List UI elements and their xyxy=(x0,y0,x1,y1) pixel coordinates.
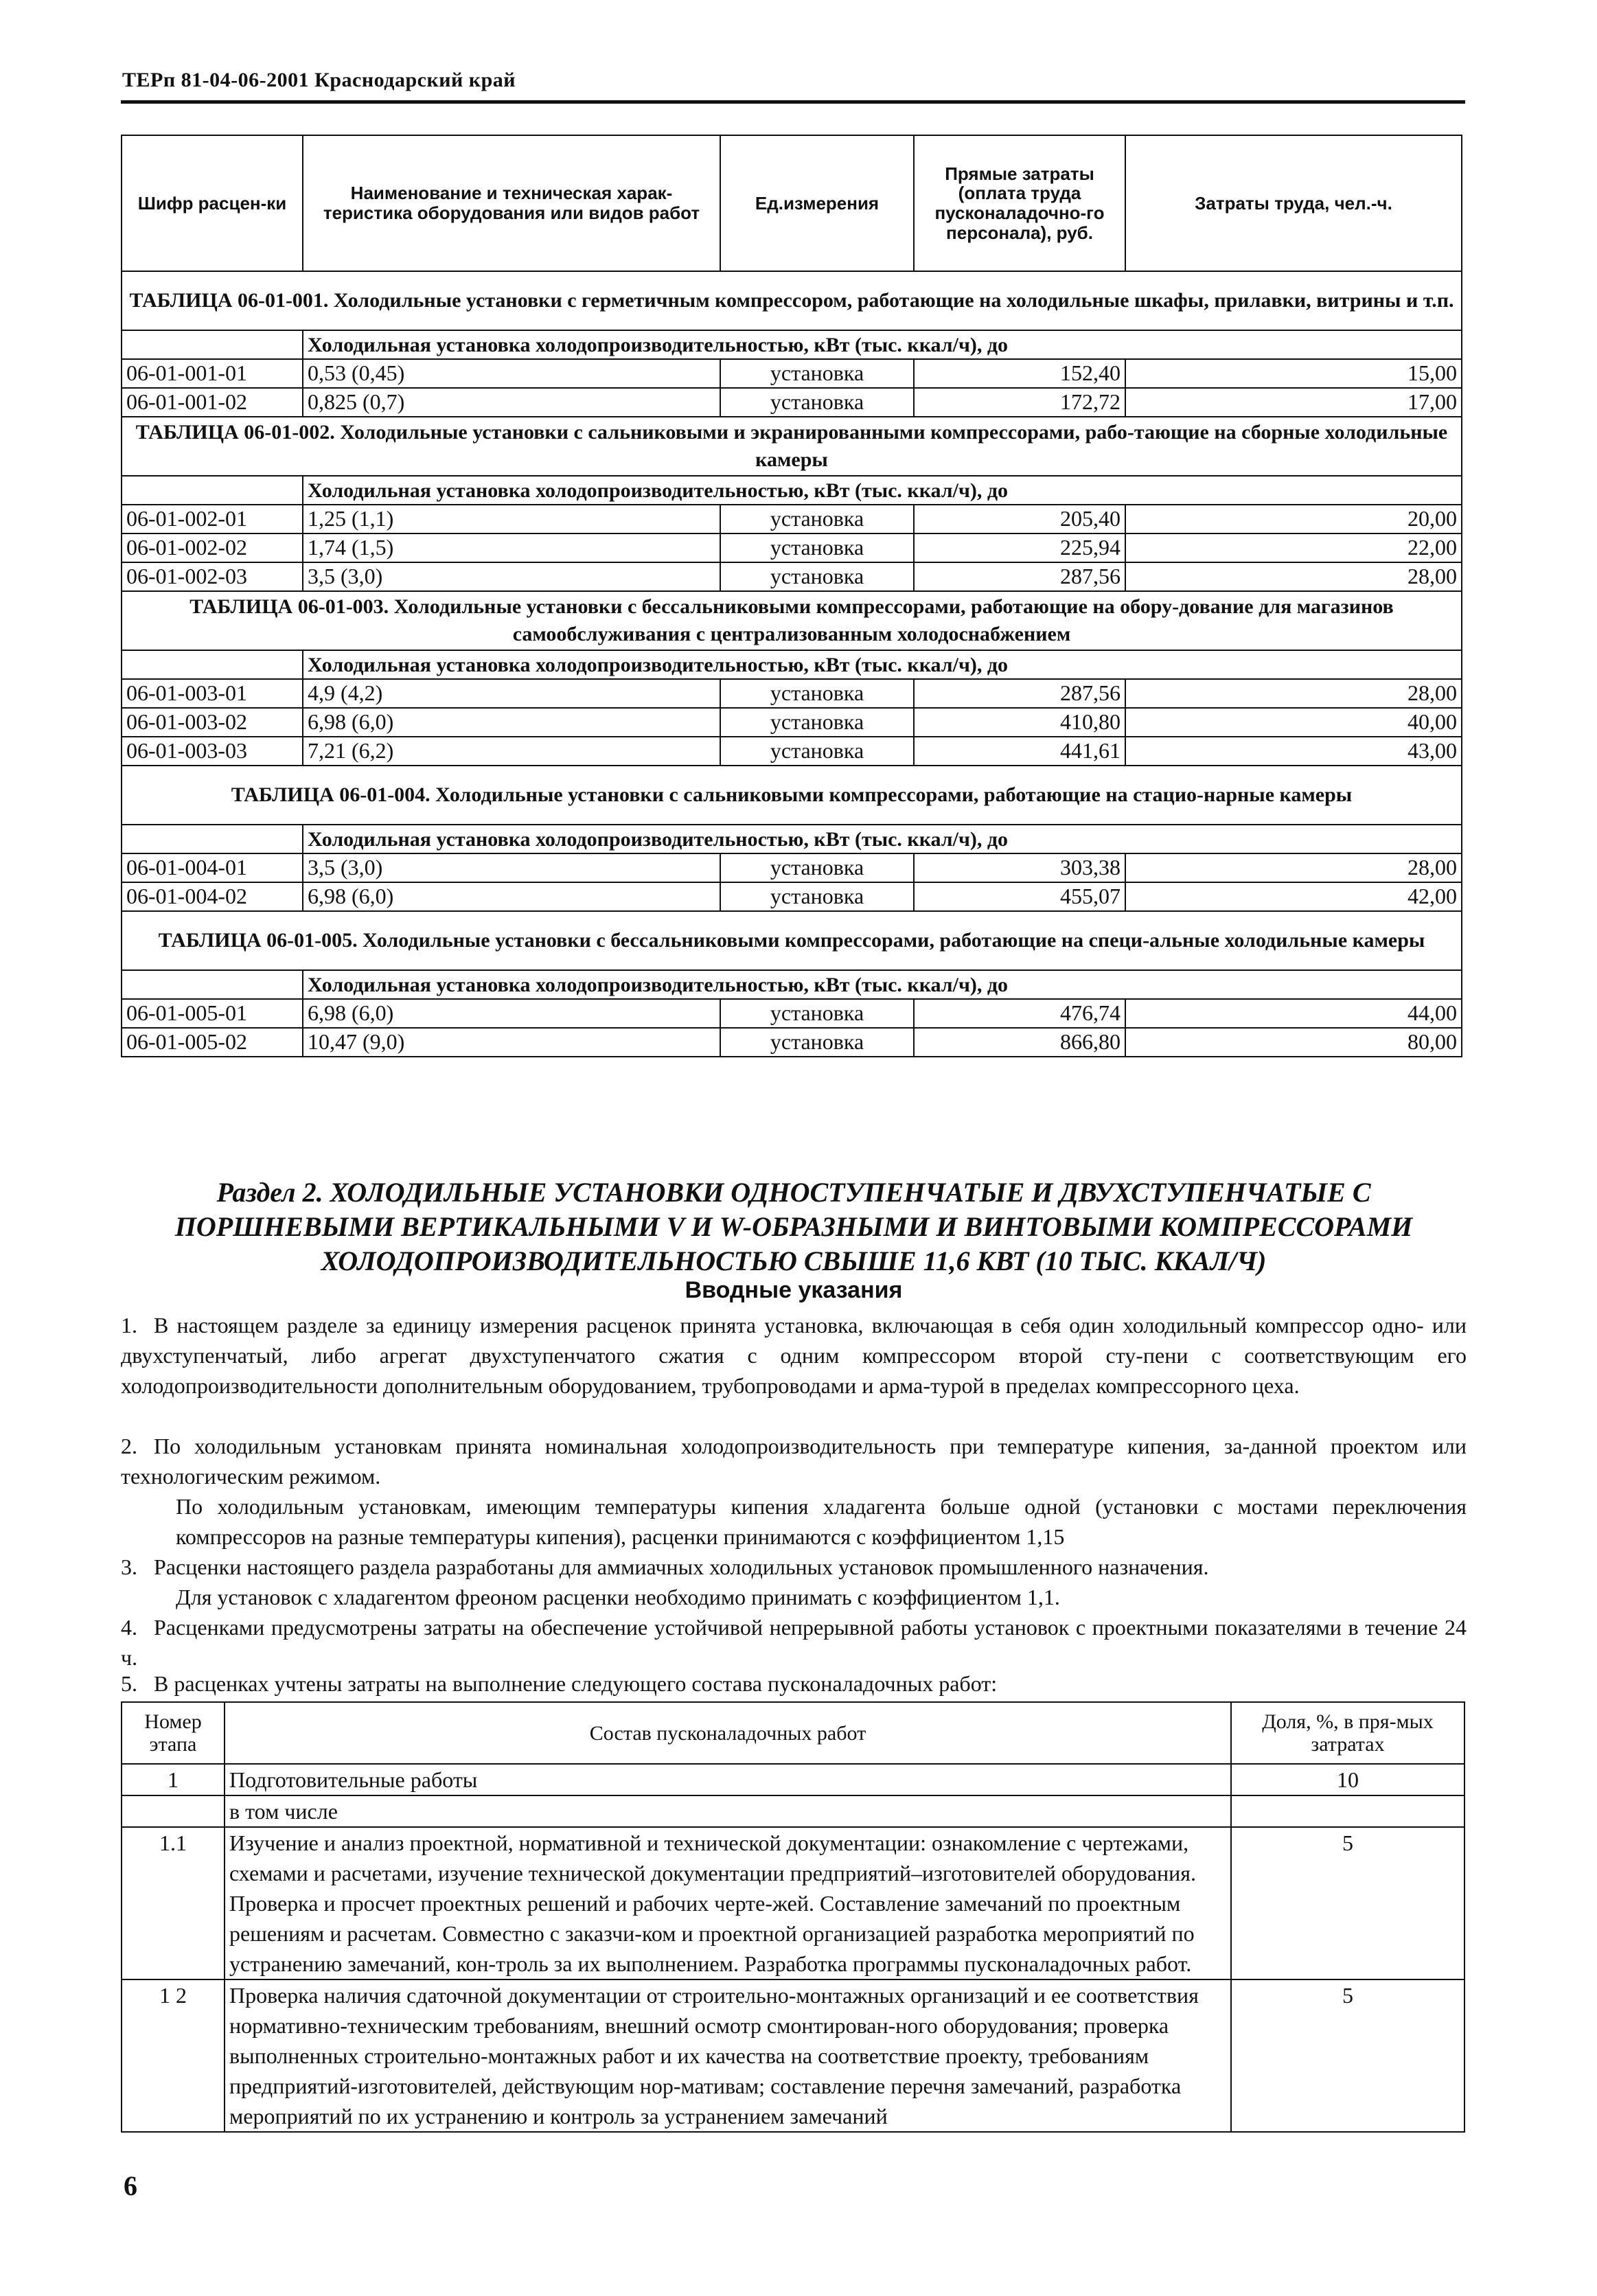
subheader-row xyxy=(122,330,1462,359)
stage-share xyxy=(1231,1795,1464,1827)
running-header: ТЕРп 81-04-06-2001 Краснодарский край xyxy=(122,69,516,91)
col-header-unit: Ед.измерения xyxy=(720,135,914,271)
table-title: ТАБЛИЦА 06-01-005. Холодильные установки с бессальниковыми компрессорами, работающие на специ-альные холодильные камеры xyxy=(122,911,1462,970)
rate-code: 06-01-004-02 xyxy=(122,882,303,911)
works-table-header-row xyxy=(122,1702,1464,1764)
rate-name: 3,5 (3,0) xyxy=(303,853,720,882)
rate-unit: установка xyxy=(720,1028,914,1057)
page-number: 6 xyxy=(124,2170,137,2201)
stage-share: 10 xyxy=(1231,1764,1464,1795)
stage-text: Изучение и анализ проектной, нормативной и технической документации: ознакомление с чертежами, схемами и расчетами, изучение технической документации предприятий–изготовителей оборудования. Проверка и просчет проектных решений и рабочих черте-жей. Составление замечаний по проектным решениям и расчетам. Совместно с заказчи-ком и проектной организацией разработка мероприятий по устранению замечаний, кон-троль за их выполнением. Разработка программы пусконаладочных работ. xyxy=(225,1827,1231,1979)
table-row xyxy=(122,882,1462,911)
works-table xyxy=(121,1701,1465,2133)
rate-labor: 15,00 xyxy=(1125,359,1462,388)
rate-cost: 303,38 xyxy=(914,853,1125,882)
rate-unit: установка xyxy=(720,882,914,911)
table-row xyxy=(122,359,1462,388)
paragraph-text: В настоящем разделе за единицу измерения расценок принята установка, включающая в себя один холодильный компрессор одно- или двухступенчатый, либо агрегат двухступенчатого сжатия с одним компрессором второй сту-пени с соответствующим его холодопроизводительности дополнительным оборудованием, трубопроводами и арма-турой в пределах компрессорного цеха. xyxy=(121,1313,1467,1398)
table-row xyxy=(122,1827,1464,1979)
rate-labor: 40,00 xyxy=(1125,708,1462,737)
stage-share: 5 xyxy=(1231,1979,1464,2132)
subheader: Холодильная установка холодопроизводительностью, кВт (тыс. ккал/ч), до xyxy=(303,970,1462,999)
rate-unit: установка xyxy=(720,708,914,737)
rate-unit: установка xyxy=(720,737,914,766)
rate-code: 06-01-004-01 xyxy=(122,853,303,882)
paragraph-4 xyxy=(121,1612,1467,1673)
rate-unit: установка xyxy=(720,388,914,417)
rate-labor: 80,00 xyxy=(1125,1028,1462,1057)
paragraph-text: В расценках учтены затраты на выполнение следующего состава пусконаладочных работ: xyxy=(154,1671,998,1696)
rate-name: 1,25 (1,1) xyxy=(303,505,720,533)
rate-labor: 28,00 xyxy=(1125,679,1462,708)
stage-text: Подготовительные работы xyxy=(225,1764,1231,1795)
paragraph-number: 3. xyxy=(121,1554,137,1579)
rate-unit: установка xyxy=(720,505,914,533)
rate-unit: установка xyxy=(720,853,914,882)
rate-cost: 152,40 xyxy=(914,359,1125,388)
table-title-row xyxy=(122,417,1462,476)
rate-name: 1,74 (1,5) xyxy=(303,533,720,562)
rate-cost: 455,07 xyxy=(914,882,1125,911)
rate-cost: 287,56 xyxy=(914,679,1125,708)
rate-name: 10,47 (9,0) xyxy=(303,1028,720,1057)
paragraph-1 xyxy=(121,1310,1467,1401)
rate-name: 7,21 (6,2) xyxy=(303,737,720,766)
subheader: Холодильная установка холодопроизводительностью, кВт (тыс. ккал/ч), до xyxy=(303,330,1462,359)
rate-code: 06-01-001-01 xyxy=(122,359,303,388)
section-title: Раздел 2. ХОЛОДИЛЬНЫЕ УСТАНОВКИ ОДНОСТУПЕНЧАТЫЕ И ДВУХСТУПЕНЧАТЫЕ С ПОРШНЕВЫМИ ВЕРТИКАЛЬНЫМИ V И W-ОБРАЗНЫМИ И ВИНТОВЫМИ КОМПРЕССОРАМИ ХОЛОДОПРОИЗВОДИТЕЛЬНОСТЬЮ СВЫШЕ 11,6 КВТ (10 ТЫС. ККАЛ/Ч) xyxy=(174,1177,1413,1276)
subheader-row xyxy=(122,970,1462,999)
rates-table xyxy=(121,135,1462,1057)
rate-unit: установка xyxy=(720,562,914,591)
rate-labor: 28,00 xyxy=(1125,562,1462,591)
table-title-row xyxy=(122,271,1462,330)
table-row xyxy=(122,1795,1464,1827)
rate-code: 06-01-003-03 xyxy=(122,737,303,766)
stage-text: Проверка наличия сдаточной документации от строительно-монтажных организаций и ее соответствия нормативно-техническим требованиям, внешний осмотр смонтирован-ного оборудования; проверка выполненных строительно-монтажных работ и их качества на соответствие проекту, требованиям предприятий-изготовителей, действующим нор-мативам; составление перечня замечаний, разработка мероприятий по их устранению и контроль за устранением замечаний xyxy=(225,1979,1231,2132)
table-row xyxy=(122,708,1462,737)
rate-code: 06-01-002-02 xyxy=(122,533,303,562)
paragraph-number: 4. xyxy=(121,1615,137,1640)
rate-labor: 28,00 xyxy=(1125,853,1462,882)
empty-cell xyxy=(122,970,303,999)
table-title-row xyxy=(122,591,1462,650)
paragraph-text: Расценки настоящего раздела разработаны для аммиачных холодильных установок промышленного назначения. xyxy=(154,1554,1209,1579)
table-row xyxy=(122,1764,1464,1795)
rate-code: 06-01-002-01 xyxy=(122,505,303,533)
col-header-cost: Прямые затраты (оплата труда пусконаладочно-го персонала), руб. xyxy=(914,135,1125,271)
table-row xyxy=(122,388,1462,417)
table-row xyxy=(122,533,1462,562)
rate-code: 06-01-001-02 xyxy=(122,388,303,417)
table-title-row xyxy=(122,911,1462,970)
rate-cost: 205,40 xyxy=(914,505,1125,533)
rate-cost: 866,80 xyxy=(914,1028,1125,1057)
paragraph-number: 2. xyxy=(121,1434,137,1458)
table-title: ТАБЛИЦА 06-01-001. Холодильные установки с герметичным компрессором, работающие на холодильные шкафы, прилавки, витрины и т.п. xyxy=(122,271,1462,330)
paragraph-number: 5. xyxy=(121,1671,137,1696)
rate-name: 6,98 (6,0) xyxy=(303,882,720,911)
stage-number: 1 2 xyxy=(122,1979,225,2132)
rate-code: 06-01-005-01 xyxy=(122,999,303,1028)
rate-name: 0,825 (0,7) xyxy=(303,388,720,417)
rate-cost: 287,56 xyxy=(914,562,1125,591)
stage-text: в том числе xyxy=(225,1795,1231,1827)
paragraph-2 xyxy=(121,1431,1467,1491)
table-row xyxy=(122,853,1462,882)
rate-unit: установка xyxy=(720,999,914,1028)
subheader-row xyxy=(122,476,1462,505)
rate-code: 06-01-003-02 xyxy=(122,708,303,737)
rate-name: 0,53 (0,45) xyxy=(303,359,720,388)
table-row xyxy=(122,679,1462,708)
empty-cell xyxy=(122,825,303,853)
rate-name: 6,98 (6,0) xyxy=(303,708,720,737)
stage-number: 1 xyxy=(122,1764,225,1795)
rate-name: 4,9 (4,2) xyxy=(303,679,720,708)
table-title: ТАБЛИЦА 06-01-004. Холодильные установки с сальниковыми компрессорами, работающие на стацио-нарные камеры xyxy=(122,766,1462,825)
col-header-name: Наименование и техническая харак-теристика оборудования или видов работ xyxy=(303,135,720,271)
rate-code: 06-01-003-01 xyxy=(122,679,303,708)
table-title: ТАБЛИЦА 06-01-003. Холодильные установки с бессальниковыми компрессорами, работающие на обору-дование для магазинов самообслуживания с централизованным холодоснабжением xyxy=(122,591,1462,650)
rate-cost: 441,61 xyxy=(914,737,1125,766)
paragraph-text: Расценками предусмотрены затраты на обеспечение устойчивой непрерывной работы установок с проектными показателями в течение 24 ч. xyxy=(121,1615,1467,1670)
rate-labor: 43,00 xyxy=(1125,737,1462,766)
table-title-row xyxy=(122,766,1462,825)
rate-unit: установка xyxy=(720,679,914,708)
stage-share: 5 xyxy=(1231,1827,1464,1979)
subheader: Холодильная установка холодопроизводительностью, кВт (тыс. ккал/ч), до xyxy=(303,476,1462,505)
rate-labor: 42,00 xyxy=(1125,882,1462,911)
table-row xyxy=(122,737,1462,766)
table-row xyxy=(122,505,1462,533)
table-row xyxy=(122,562,1462,591)
col-header-code: Шифр расцен-ки xyxy=(122,135,303,271)
paragraph-2b: По холодильным установкам, имеющим температуры кипения хладагента больше одной (установки с мостами переключения компрессоров на разные температуры кипения), расценки принимаются с коэффициентом 1,15 xyxy=(176,1494,1467,1549)
col-header-share: Доля, %, в пря-мых затратах xyxy=(1231,1702,1464,1764)
rate-unit: установка xyxy=(720,359,914,388)
rate-labor: 44,00 xyxy=(1125,999,1462,1028)
paragraph-5 xyxy=(121,1668,1467,1699)
col-header-stage: Номер этапа xyxy=(122,1702,225,1764)
paragraph-3 xyxy=(121,1552,1467,1582)
rates-table-header-row xyxy=(122,135,1462,271)
subheader-row xyxy=(122,825,1462,853)
intro-heading: Вводные указания xyxy=(685,1277,903,1303)
rate-name: 6,98 (6,0) xyxy=(303,999,720,1028)
rate-cost: 172,72 xyxy=(914,388,1125,417)
rate-code: 06-01-005-02 xyxy=(122,1028,303,1057)
rate-labor: 22,00 xyxy=(1125,533,1462,562)
table-row xyxy=(122,1979,1464,2132)
table-row xyxy=(122,999,1462,1028)
rate-labor: 17,00 xyxy=(1125,388,1462,417)
rate-code: 06-01-002-03 xyxy=(122,562,303,591)
paragraph-number: 1. xyxy=(121,1313,137,1338)
table-title: ТАБЛИЦА 06-01-002. Холодильные установки с сальниковыми и экранированными компрессорами, рабо-тающие на сборные холодильные камеры xyxy=(122,417,1462,476)
paragraph-text: По холодильным установкам принята номинальная холодопроизводительность при температуре кипения, за-данной проектом или технологическим режимом. xyxy=(121,1434,1467,1489)
table-row xyxy=(122,1028,1462,1057)
empty-cell xyxy=(122,330,303,359)
rate-cost: 476,74 xyxy=(914,999,1125,1028)
rate-labor: 20,00 xyxy=(1125,505,1462,533)
empty-cell xyxy=(122,650,303,679)
header-rule xyxy=(121,100,1465,104)
rate-name: 3,5 (3,0) xyxy=(303,562,720,591)
stage-number xyxy=(122,1795,225,1827)
stage-number: 1.1 xyxy=(122,1827,225,1979)
col-header-works: Состав пусконаладочных работ xyxy=(225,1702,1231,1764)
rate-cost: 410,80 xyxy=(914,708,1125,737)
col-header-labor: Затраты труда, чел.-ч. xyxy=(1125,135,1462,271)
rate-cost: 225,94 xyxy=(914,533,1125,562)
subheader: Холодильная установка холодопроизводительностью, кВт (тыс. ккал/ч), до xyxy=(303,650,1462,679)
paragraph-3b: Для установок с хладагентом фреоном расценки необходимо принимать с коэффициентом 1,1. xyxy=(176,1585,1060,1609)
subheader: Холодильная установка холодопроизводительностью, кВт (тыс. ккал/ч), до xyxy=(303,825,1462,853)
empty-cell xyxy=(122,476,303,505)
rate-unit: установка xyxy=(720,533,914,562)
subheader-row xyxy=(122,650,1462,679)
